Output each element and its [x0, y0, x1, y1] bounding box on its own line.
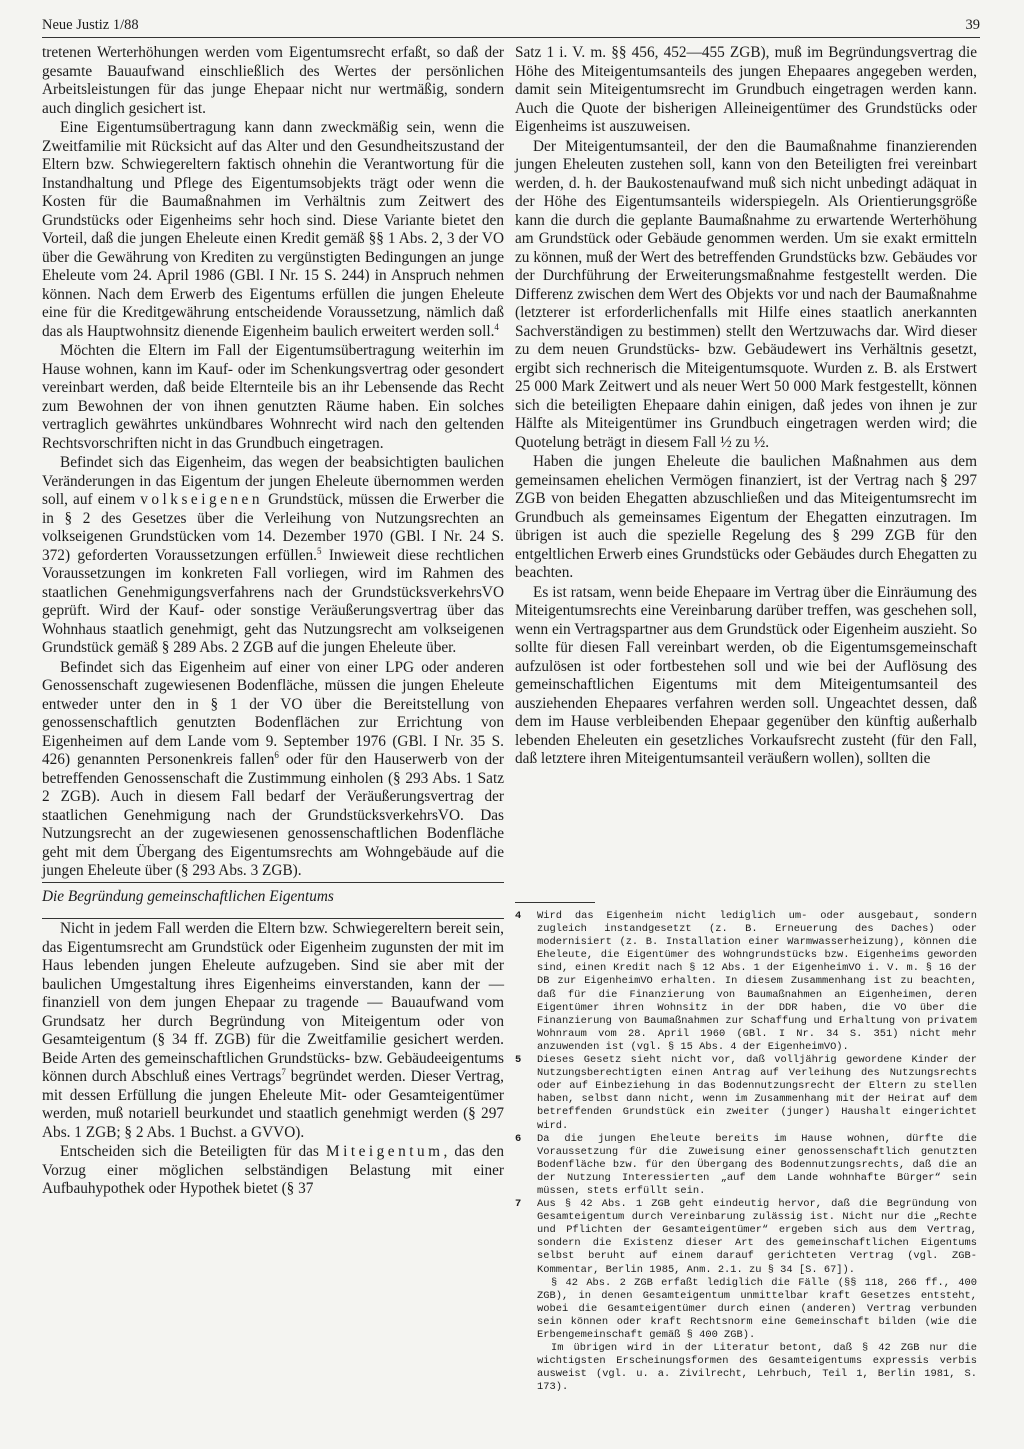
footnote-divider [515, 902, 595, 903]
footnotes [515, 910, 977, 1394]
footnote-paragraph: § 42 Abs. 2 ZGB erfaßt lediglich die Fälle (§§ 118, 266 ff., 400 ZGB), in denen Gesamteigentum unmittelbar kraft Gesetzes entsteht, wobei die Gesamteigentümer durch einen (anderen) Vertrag verbunden sein können oder kraft Rechtsnorm eine Gemeinschaft bilden (wie die Erbengemeinschaft gemäß § 400 ZGB). [537, 1276, 977, 1341]
paragraph: Der Miteigentumsanteil, der den die Baumaßnahme finanzierenden jungen Eheleuten zustehen soll, kann von den Beteiligten frei vereinbart werden, d. h. der Baukostenaufwand muß sich nicht unbedingt adäquat in der Höhe des Eigentumsanteils widerspiegeln. Als Orientierungsgröße kann die durch die geplante Baumaßnahme zu erwartende Werterhöhung am Grundstück oder Gebäude genommen werden. Um sie exakt ermitteln zu können, muß der Wert des betreffenden Grundstücks bzw. Gebäudes vor der Durchführung der Erweiterungsmaßnahme festgestellt werden. Die Differenz zwischen dem Wert des Objekts vor und nach der Baumaßnahme (letzterer ist erforderlichenfalls mit Hilfe eines staatlich anerkannten Sachverständigen zu bestimmen) stellt den Wertzuwachs dar. Wird dieser zu dem neuen Grundstücks- bzw. Gebäudewert ins Verhältnis gesetzt, ergibt sich rechnerisch die Miteigentumsquote. Wurden z. B. als Erstwert 25 000 Mark Zeitwert und als neuer Wert 50 000 Mark festgestellt, können sich die beteiligten Ehepaare dahin einigen, daß jedes von ihnen je zur Hälfte als Miteigentümer ins Grundbuch eingetragen werden wird; die Quotelung beträgt in diesem Fall ½ zu ½. [515, 137, 977, 451]
paragraph: Satz 1 i. V. m. §§ 456, 452—455 ZGB), muß im Begründungsvertrag die Höhe des Miteigentumsanteils des jungen Ehepaares angegeben werden, damit sein Miteigentumsrecht im Grundbuch eingetragen werden kann. Auch die Quote der bisherigen Alleineigentümer des Grundstücks oder Eigenheims ist auszuweisen. [515, 44, 977, 135]
footnote-ref[interactable]: 7 [281, 1066, 286, 1077]
paragraph: Befindet sich das Eigenheim auf einer von einer LPG oder anderen Genossenschaft zugewiesenen Bodenfläche, müssen die jungen Eheleute entweder unter den in § 1 der VO über die Bereitstellung von genossenschaftlich genutzten Bodenflächen zur Errichtung von Eigenheimen auf dem Lande vom 9. September 1976 (GBl. I Nr. 35 S. 426) genannten Personenkreis fallen$^6$ oder für den Hauserwerb von der betreffenden Genossenschaft die Zustimmung einholen (§ 293 Abs. 1 Satz 2 ZGB). Auch in diesem Fall bedarf der Veräußerungsvertrag der staatlichen Genehmigung nach der GrundstücksverkehrsVO. Das Nutzungsrecht an der zugewiesenen genossenschaftlichen Bodenfläche geht mit dem Übergang des Eigentumsrechts am Wohngebäude auf die jungen Eheleute über (§ 293 Abs. 3 ZGB). [42, 658, 504, 879]
paragraph: Befindet sich das Eigenheim, das wegen der beabsichtigten baulichen Veränderungen in das Eigentum der jungen Eheleute übernommen werden soll, auf einem volkseigenen Grundstück, müssen die Erwerber die in § 2 des Gesetzes über die Verleihung von Nutzungsrechten an volkseigenen Grundstücken vom 14. Dezember 1970 (GBl. I Nr. 24 S. 372) geforderten Voraussetzungen erfüllen.$^5$ Inwieweit diese rechtlichen Voraussetzungen im konkreten Fall vorliegen, wird im Rahmen des staatlichen Genehmigungsverfahrens nach der GrundstücksverkehrsVO geprüft. Wird der Kauf- oder sonstige Veräußerungsvertrag über das Wohnhaus staatlich genehmigt, geht das Nutzungsrecht am volkseigenen Grundstück gemäß § 289 Abs. 2 ZGB auf die jungen Eheleute über. [42, 454, 505, 656]
footnote-ref[interactable]: 6 [274, 749, 279, 760]
footnote-paragraph: Im übrigen wird in der Literatur betont, daß § 42 ZGB nur die wichtigsten Erscheinungsformen des Gesamteigentums expressis verbis ausweist (vgl. u. a. Zivilrecht, Lehrbuch, Teil 1, Berlin 1981, S. 173). [537, 1342, 977, 1394]
right-column [515, 44, 977, 770]
paragraph: Entscheiden sich die Beteiligten für das Miteigentum, das den Vorzug einer möglichen selbständigen Belastung mit einer Aufbauhypothek oder Hypothek bietet (§ 37 [42, 1143, 504, 1197]
paragraph: Eine Eigentumsübertragung kann dann zweckmäßig sein, wenn die Zweitfamilie mit Rücksicht auf das Alter und den Gesundheitszustand der Eltern bzw. Schwiegereltern faktisch ohnehin die Verantwortung für die Instandhaltung und Pflege des Eigentumsobjekts trägt oder wenn die Kosten für die Baumaßnahmen im Verhältnis zum Zeitwert des Grundstücks oder Eigenheims sehr hoch sind. Diese Variante bietet den Vorteil, daß die jungen Eheleute einen Kredit gemäß §§ 1 Abs. 2, 3 der VO über die Gewährung von Krediten zu vergünstigten Bedingungen an junge Eheleute vom 24. April 1986 (GBl. I Nr. 15 S. 244) in Anspruch nehmen können. Nach dem Erwerb des Eigentums erfüllen die jungen Eheleute eine für die Kreditgewährung entscheidende Voraussetzung, nämlich daß das als Hauptwohnsitz dienende Eigenheim baulich erweitert werden soll.$^4$ [42, 119, 504, 340]
paragraph: Haben die jungen Eheleute die baulichen Maßnahmen aus dem gemeinsamen ehelichen Vermögen finanziert, ist der Vertrag nach § 297 ZGB von beiden Ehegatten abzuschließen und das Miteigentumsrecht im Grundbuch als gemeinsames Eigentum der Ehegatten einzutragen. Im übrigen ist auch die spezielle Regelung des § 299 ZGB für den entgeltlichen Erwerb eines Grundstücks oder Gebäudes durch Ehegatten zu beachten. [515, 453, 977, 581]
footnote-item: 7 Aus § 42 Abs. 1 ZGB geht eindeutig hervor, daß die Begründung von Gesamteigentum durch Vereinbarung zulässig ist. Nicht nur die „Rechte und Pflichten der Gesamteigentümer“ ergeben sich aus dem Vertrag, sondern die Existenz dieser Art des gemeinschaftlichen Eigentums selbst beruht auf einem darauf gerichteten Vertrag (vgl. ZGB-Kommentar, Berlin 1985, Anm. 2.1. zu § 34 [S. 67]). [515, 1198, 977, 1276]
footnote-ref[interactable]: 5 [316, 545, 322, 556]
section-heading: Die Begründung gemeinschaftlichen Eigentums [42, 882, 504, 920]
footnote-item: 5 Dieses Gesetz sieht nicht vor, daß volljährig gewordene Kinder der Nutzungsberechtigten einen Antrag auf Verleihung des Nutzungsrechts oder auf Einbeziehung in das Bodennutzungsrecht der Eltern zu stellen haben, selbst dann nicht, wenn im Zusammenhang mit der Heirat auf dem betreffenden Grundstück ein zweiter (junger) Haushalt eingerichtet wird. [515, 1054, 977, 1132]
footnote-ref[interactable]: 4 [494, 321, 499, 332]
paragraph: Es ist ratsam, wenn beide Ehepaare im Vertrag über die Einräumung des Miteigentumsrechts eine Vereinbarung darüber treffen, was geschehen soll, wenn ein Vertragspartner aus dem Grundstück oder Eigenheim auszieht. So sollte für diesen Fall vereinbart werden, ob die Eigentumsgemeinschaft aufzulösen ist oder fortbestehen soll und wie bei der Auflösung des gemeinschaftlichen Eigentums mit dem Miteigentumsanteil des ausziehenden Ehepaares verfahren werden soll. Ungeachtet dessen, daß dem im Hause verbleibenden Ehepaar gegenüber den künftig außerhalb lebenden Eheleuten ein gesetzliches Vorkaufsrecht zusteht (für den Fall, daß letztere ihren Miteigentumsanteil veräußern wollen), sollten die [515, 583, 977, 767]
left-column [42, 44, 504, 1200]
paragraph: tretenen Werterhöhungen werden vom Eigentumsrecht erfaßt, so daß der gesamte Bauaufwand einschließlich des Wertes der persönlichen Arbeitsleistungen für das junge Ehepaar nicht nur wertmäßig, sondern auch dinglich gesichert ist. [42, 44, 504, 117]
page-header [42, 15, 980, 38]
paragraph: Nicht in jedem Fall werden die Eltern bzw. Schwiegereltern bereit sein, das Eigentumsrecht am Grundstück oder Eigenheim zugunsten der mit im Haus lebenden jungen Eheleute aufzugeben. Sind sie aber mit der baulichen Umgestaltung ihres Eigenheims einverstanden, kann der — finanziell von dem jungen Ehepaar zu tragende — Bauaufwand vom Grundsatz her durch Begründung von Miteigentum oder von Gesamteigentum (§ 34 ff. ZGB) für die Zweitfamilie gesichert werden. Beide Arten des gemeinschaftlichen Grundstücks- bzw. Gebäudeeigentums können durch Abschluß eines Vertrags$^7$ begründet werden. Dieser Vertrag, mit dessen Erfüllung die jungen Eheleute Mit- oder Gesamteigentümer werden, muß notariell beurkundet und staatlich genehmigt werden (§ 297 Abs. 1 ZGB; § 2 Abs. 1 Buchst. a GVVO). [42, 920, 504, 1141]
paragraph: Möchten die Eltern im Fall der Eigentumsübertragung weiterhin im Hause wohnen, kann im Kauf- oder im Schenkungsvertrag oder gesondert vereinbart werden, daß beide Elternteile bis an ihr Lebensende das Recht zum Bewohnen der von ihnen genutzten Räume haben. Ein solches vertraglich gewährtes unkündbares Wohnrecht wird nach den geltenden Rechtsvorschriften nicht in das Grundbuch eingetragen. [42, 342, 504, 452]
journal-title: Neue Justiz 1/88 [42, 17, 139, 33]
footnote-item: 6 Da die jungen Eheleute bereits im Hause wohnen, dürfte die Voraussetzung für die Zuweisung einer genossenschaftlich genutzten Bodenfläche bzw. für den Übergang des Bodennutzungsrechts, daß die an der Nutzung Interessierten „auf dem Lande wohnhafte Bürger“ sein müssen, stets erfüllt sein. [515, 1132, 977, 1197]
page-number: 39 [965, 17, 980, 33]
footnote-item: 4 Wird das Eigenheim nicht lediglich um- oder ausgebaut, sondern zugleich instandgesetzt (z. B. Erneuerung des Daches) oder modernisiert (z. B. Installation einer Warmwasserheizung), können die Eheleute, die Eigentümer des Wohngrundstücks bzw. Eigenheims geworden sind, einen Kredit nach § 12 Abs. 1 der EigenheimVO i. V. m. § 16 der DB zur EigenheimVO erhalten. In diesem Zusammenhang ist zu beachten, daß für die Finanzierung von Baumaßnahmen an Eigenheimen, deren Eigentümer ihren Wohnsitz in der DDR haben, die VO über die Finanzierung von Baumaßnahmen zur Schaffung und Erhaltung von privatem Wohnraum vom 28. April 1960 (GBl. I Nr. 34 S. 351) nicht mehr anzuwenden ist (vgl. § 15 Abs. 4 der EigenheimVO). [515, 910, 977, 1053]
